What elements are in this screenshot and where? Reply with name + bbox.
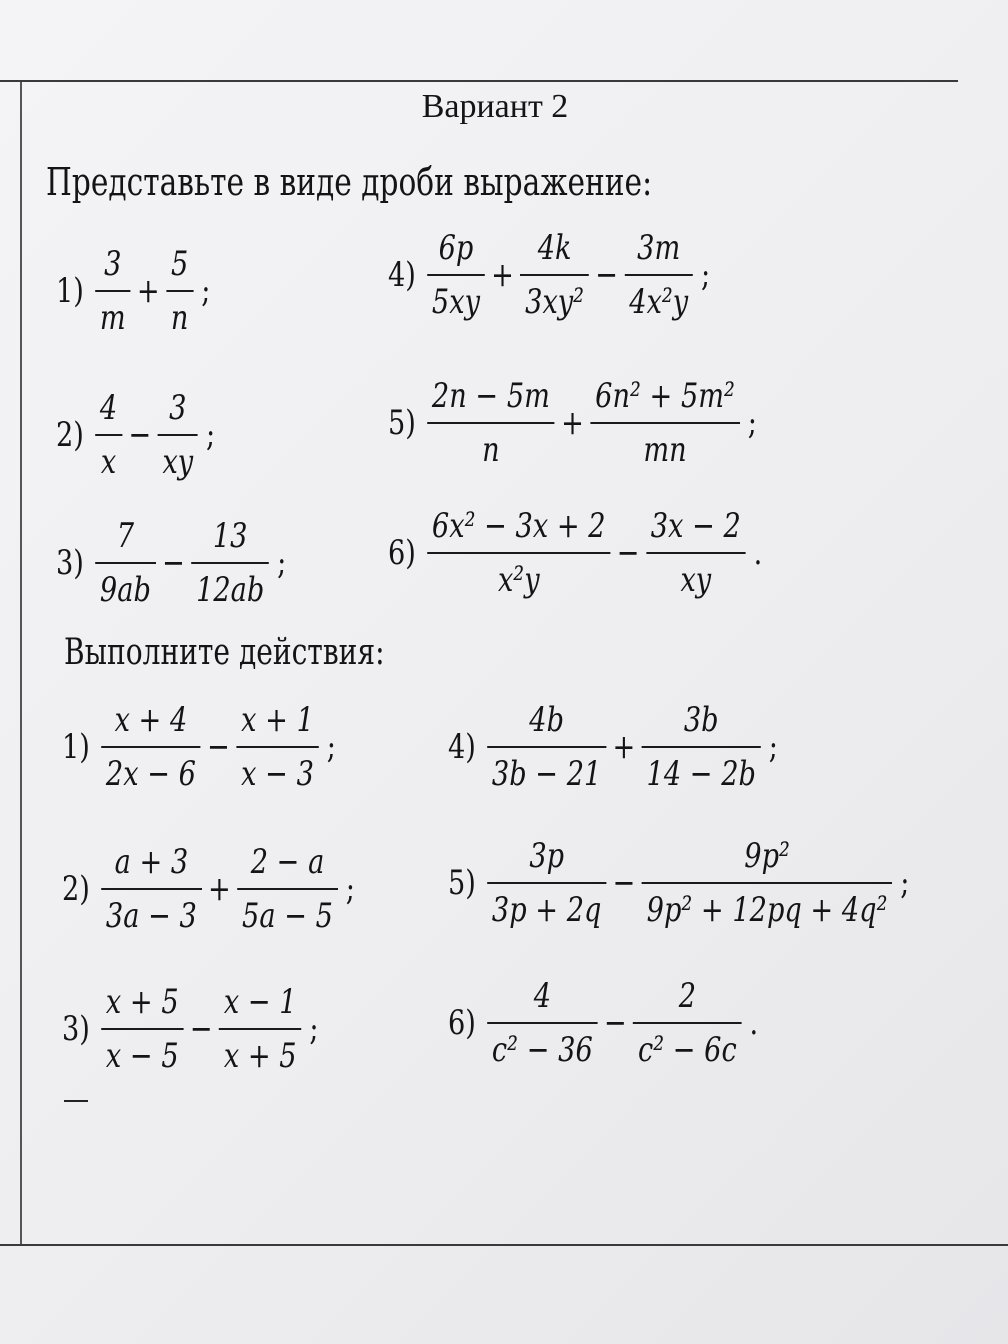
operator: −	[612, 863, 636, 903]
denominator: x + 5	[223, 1036, 297, 1076]
terminator: ;	[900, 863, 910, 903]
denominator: n	[170, 298, 189, 338]
numerator: x + 5	[105, 982, 179, 1022]
terminator: ;	[747, 403, 757, 443]
denominator: x	[100, 442, 117, 482]
operator: −	[189, 1009, 213, 1049]
denominator: x²y	[497, 560, 540, 600]
fraction	[101, 700, 201, 794]
fraction	[633, 976, 741, 1070]
fraction	[166, 244, 193, 338]
numerator: x + 1	[241, 700, 314, 740]
s1-problem-2	[56, 388, 215, 482]
operator: +	[136, 271, 160, 311]
problem-number: 1)	[56, 271, 84, 311]
problem-number: 3)	[62, 1009, 90, 1049]
problem-number: 5)	[388, 403, 416, 443]
top-rule	[0, 80, 958, 82]
numerator: 4b	[529, 700, 564, 740]
problem-number: 2)	[62, 869, 90, 909]
denominator: 5xy	[431, 282, 480, 322]
denominator: 3xy²	[525, 282, 585, 322]
denominator: 14 − 2b	[646, 754, 756, 794]
denominator: c² − 36	[491, 1030, 593, 1070]
fraction	[487, 700, 606, 794]
left-rule	[20, 82, 22, 1244]
fraction	[427, 228, 485, 322]
denominator: 5a − 5	[242, 896, 333, 936]
operator: −	[595, 255, 619, 295]
numerator: 3b	[683, 700, 719, 740]
numerator: 3	[104, 244, 122, 284]
denominator: 9ab	[99, 570, 151, 610]
numerator: 3m	[637, 228, 681, 268]
denominator: 3a − 3	[105, 896, 197, 936]
denominator: 3p + 2q	[491, 890, 602, 930]
fraction	[642, 836, 892, 930]
terminator: .	[753, 533, 763, 573]
fraction	[487, 976, 597, 1070]
fraction	[520, 228, 589, 322]
numerator: 3x − 2	[650, 506, 741, 546]
denominator: 9p² + 12pq + 4q²	[646, 890, 888, 930]
s2-problem-2	[62, 842, 355, 936]
numerator: 13	[212, 516, 248, 556]
numerator: x + 4	[114, 700, 188, 740]
numerator: 2	[678, 976, 696, 1016]
terminator: .	[749, 1003, 759, 1043]
numerator: 6p	[438, 228, 474, 268]
variant-title: Вариант 2	[421, 88, 569, 125]
fraction	[427, 376, 555, 470]
terminator: ;	[201, 271, 211, 311]
terminator: ;	[277, 543, 287, 583]
numerator: a + 3	[114, 842, 189, 882]
denominator: x − 5	[105, 1036, 179, 1076]
section2-title: Выполните действия:	[64, 632, 385, 673]
terminator: ;	[205, 415, 216, 455]
denominator: 2x − 6	[105, 754, 196, 794]
fraction	[219, 982, 301, 1076]
fraction	[590, 376, 739, 470]
s1-problem-3	[56, 516, 286, 610]
fraction	[95, 516, 156, 610]
numerator: 4k	[537, 228, 572, 268]
denominator: c² − 6c	[637, 1030, 737, 1070]
operator: −	[603, 1003, 627, 1043]
fraction	[158, 388, 198, 482]
denominator: n	[482, 430, 500, 470]
operator: −	[616, 533, 640, 573]
denominator: xy	[680, 560, 712, 600]
s1-problem-6	[388, 506, 762, 600]
problem-number: 6)	[448, 1003, 476, 1043]
operator: −	[207, 727, 230, 767]
numerator: 4	[533, 976, 551, 1016]
numerator: 3	[169, 388, 187, 428]
fraction	[646, 506, 746, 600]
fraction	[236, 700, 318, 794]
numerator: 7	[116, 516, 135, 556]
operator: +	[612, 727, 636, 767]
s1-problem-4	[388, 228, 710, 322]
bottom-rule	[0, 1244, 1008, 1246]
problem-number: 5)	[448, 863, 476, 903]
s2-problem-3	[62, 982, 319, 1076]
fraction	[101, 842, 202, 936]
numerator: x − 1	[223, 982, 297, 1022]
fraction	[237, 842, 338, 936]
s1-problem-1	[56, 244, 210, 338]
fraction	[101, 982, 183, 1076]
problem-number: 3)	[56, 543, 84, 583]
terminator: ;	[700, 255, 711, 295]
numerator: 9p²	[744, 836, 790, 876]
denominator: 3b − 21	[491, 754, 602, 794]
operator: +	[491, 255, 514, 295]
numerator: 2n − 5m	[431, 376, 550, 416]
s2-problem-1	[62, 700, 336, 794]
operator: +	[561, 403, 584, 443]
operator: −	[128, 415, 152, 455]
fraction	[427, 506, 610, 600]
s2-problem-6	[448, 976, 758, 1070]
denominator: 4x²y	[629, 282, 689, 322]
denominator: xy	[162, 442, 194, 482]
terminator: ;	[345, 869, 355, 909]
operator: +	[208, 869, 231, 909]
s1-problem-5	[388, 376, 757, 470]
terminator: ;	[309, 1009, 319, 1049]
fraction	[191, 516, 269, 610]
numerator: 5	[171, 244, 189, 284]
numerator: 6x² − 3x + 2	[431, 506, 606, 546]
denominator: x − 3	[241, 754, 314, 794]
problem-number: 1)	[62, 727, 90, 767]
numerator: 2 − a	[250, 842, 325, 882]
stray-dash	[64, 1100, 88, 1102]
denominator: m	[99, 298, 126, 338]
operator: −	[162, 543, 185, 583]
s2-problem-5	[448, 836, 909, 930]
problem-number: 2)	[56, 415, 84, 455]
s2-problem-4	[448, 700, 778, 794]
denominator: mn	[643, 430, 687, 470]
fraction	[642, 700, 761, 794]
denominator: 12ab	[196, 570, 265, 610]
fraction	[95, 388, 122, 482]
fraction	[487, 836, 606, 930]
fraction	[624, 228, 693, 322]
numerator: 6n² + 5m²	[595, 376, 735, 416]
numerator: 4	[99, 388, 118, 428]
problem-number: 6)	[388, 533, 416, 573]
problem-number: 4)	[388, 255, 416, 295]
fraction	[95, 244, 130, 338]
section1-title: Представьте в виде дроби выражение:	[46, 160, 653, 204]
terminator: ;	[326, 727, 336, 767]
numerator: 3p	[529, 836, 565, 876]
problem-number: 4)	[448, 727, 476, 767]
terminator: ;	[768, 727, 778, 767]
